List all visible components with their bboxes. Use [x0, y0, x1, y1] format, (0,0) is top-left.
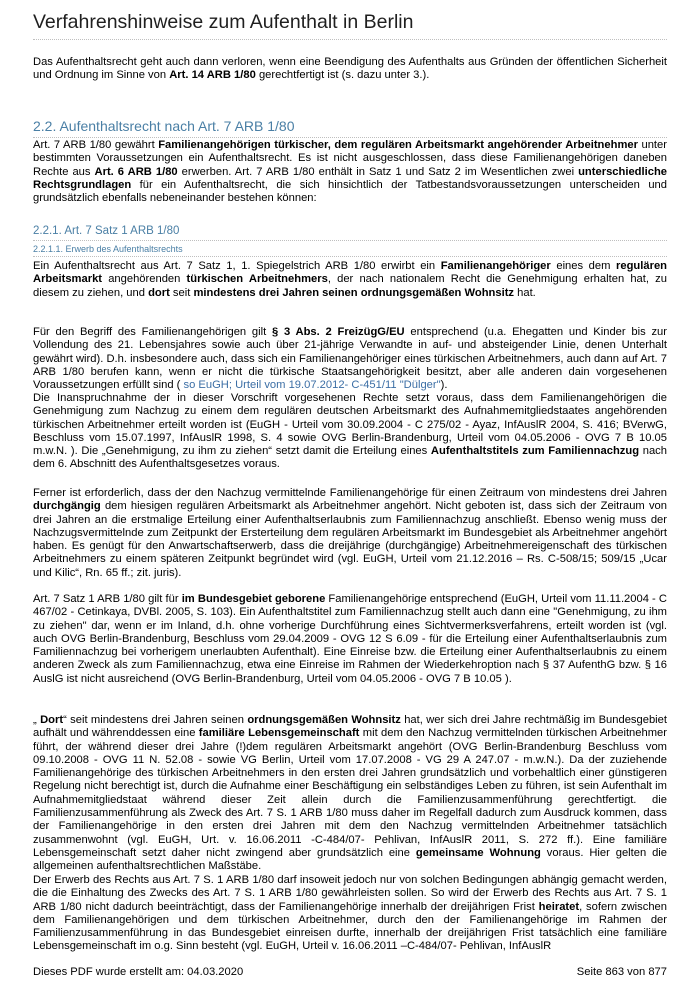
paragraph-art7-intro: [33, 139, 667, 205]
paragraph-born-in-germany: [33, 593, 667, 686]
paragraph-acquisition-conditions: [33, 874, 667, 954]
text: , sofern zwischen dem Familienangehörigen und dem türkischen Arbeitnehmer, durch den der Familienangehörige im Rahmen der Familienzusammenführung in das Bundesgebiet einreisen durfte, innerhalb der dreijährigen Frist tatsächlich eine familiäre Lebensgemeinschaft im o.g. Sinn besteht (vgl. EuGH, Urteil v. 16.06.2011 –C-484/07- Pehlivan, InfAuslR: [33, 900, 667, 953]
text: gerechtfertigt ist (s. dazu unter 3.).: [255, 69, 430, 82]
paragraph-permit-requirement: [33, 392, 667, 472]
text: nach dem 6. Abschnitt des Aufenthaltsgesetzes voraus.: [33, 445, 667, 471]
bold-text: Art. 6 ARB 1/80: [94, 165, 178, 178]
bold-text: dort: [148, 286, 170, 299]
text: unter bestimmten Voraussetzungen ein Aufenthaltsrecht. Es ist nicht ausgeschlossen, dass diese Familienangehörigen daneben Rechte aus: [33, 139, 667, 178]
text: angehörenden: [102, 273, 187, 286]
text: hat.: [514, 286, 536, 299]
text: dem hiesigen regulären Arbeitsmarkt als Arbeitnehmer angehört. Nicht geboten ist, dass sich der Zeitraum von drei Jahren an die erstmalige Erteilung einer Aufenthaltserlaubnis zum Familiennachzug anschließt. Ebenso wenig muss der Nachzugsvermittelnde zum Zeitpunkt der Ersterteilung dem regulären Arbeitsmarkt im Bundesgebiet als Arbeitnehmer angehört haben. Es genügt für den Anwartschaftserwerb, dass die dreijährige (durchgängige) Arbeitnehmereigenschaft des türkischen Arbeitnehmers zu einem späteren Zeitpunkt begründet wird (vgl. EuGH, Urteil vom 21.12.2016 – Rs. C-508/15; 509/15 „Ucar und Kilic“, Rn. 65 ff.; zit. juris).: [33, 500, 667, 579]
text: “ seit mindestens drei Jahren seinen: [63, 714, 248, 726]
text: , der nach nationalem Recht die Genehmigung erhalten hat, zu diesem zu ziehen, und: [33, 273, 667, 299]
text: hat, wer sich drei Jahre rechtmäßig im Bundesgebiet aufhält und währenddessen eine: [33, 714, 667, 740]
text: Der Erwerb des Rechts aus Art. 7 S. 1 ARB 1/80 darf insoweit jedoch nur von solchen Bedingungen abhängig gemacht werden, die die Einhaltung des Zwecks des Art. 7 S. 1 ARB 1/80 gewährleisten sollen. So wird der Erwerb des Rechts aus Art. 7 S. 1 ARB 1/80 nicht dadurch beeinträchtigt, dass der Familienangehörige innerhalb der dreijährigen Frist: [33, 874, 667, 913]
text: Art. 7 ARB 1/80 gewährt: [33, 139, 159, 151]
bold-text: regulären Arbeitsmarkt: [33, 260, 667, 286]
text: voraus. Hier gelten die allgemeinen aufenthaltsrechtlichen Maßstäbe.: [33, 846, 668, 873]
bold-text: unterschiedliche Rechtsgrundlagen: [33, 165, 667, 191]
bold-text: Familienangehöriger: [440, 260, 551, 272]
paragraph-three-years-employment: [33, 487, 667, 580]
paragraph-loss-of-residence: [33, 56, 667, 83]
paragraph-acquisition: [33, 260, 667, 300]
bold-text: § 3 Abs. 2 FreizügG/EU: [271, 326, 405, 338]
text: Familienangehörige entsprechend (EuGH, Urteil vom 11.11.2004 - C 467/02 - Cetinkaya, DVBl. 2005, S. 103). Ein Aufenthaltstitel zum Familiennachzug stellt auch dann eine "Genehmigung, zu ihm zu ziehen" dar, wenn er im Inland, d.h. ohne vorherige Durchführung eines Sichtvermerksverfahrens, erteilt worden ist (vgl. auch OVG Berlin-Brandenburg, Beschluss vom 29.04.2009 - OVG 12 S 6.09 - für die Erteilung einer Aufenthaltserlaubnis zum Familiennachzug bei vorherigem unerlaubten Aufenthalt). Eine Einreise bzw. die Erteilung einer Aufenthaltserlaubnis zu einem anderen Zweck als zum Familiennachzug, etwa eine Einreise im Rahmen der Wiederkehroption nach § 37 AufenthG bzw. § 16 AuslG ist nicht ausreichend (OVG Berlin-Brandenburg, Urteil vom 04.05.2006 - OVG 7 B 10.05 ).: [33, 593, 667, 685]
paragraph-residence-there: [33, 714, 667, 874]
bold-text: Art. 14 ARB 1/80: [169, 69, 256, 82]
section-heading-2-2-1-1: 2.2.1.1. Erwerb des Aufenthaltsrechts: [33, 244, 667, 257]
bold-text: mindestens drei Jahren seinen ordnungsgemäßen Wohnsitz: [193, 286, 515, 299]
bold-text: heiratet: [538, 900, 580, 913]
text: entsprechend (u.a. Ehegatten und Kinder bis zur Vollendung des 21. Lebensjahres sowie auch über 21-jährige Verwandte in auf- und absteigender Linie, denen Unterhalt gewährt wird). D.h. insbesondere auch, dass sich ein Familienangehöriger eines türkischen Arbeitnehmers, auch dann auf Art. 7 ARB 1/80 berufen kann, wenn er nicht die türkische Staatsangehörigkeit besitzt, aber alle anderen dain vorgesehenen Voraussetzungen erfüllt sind (: [33, 326, 667, 392]
bold-text: durchgängig: [33, 500, 101, 513]
text: Die Inanspruchnahme der in dieser Vorschrift vorgesehenen Rechte setzt voraus, dass dem Familienangehörigen die Genehmigung zum Nachzug zu einem dem regulären deutschen Arbeitsmarkt des Aufnahmemitgliedstaates angehörenden türkischen Arbeitnehmer erteilt worden ist (EuGH - Urteil vom 30.09.2004 - C 275/02 - Ayaz, InfAuslR 2004, S. 416; BVerwG, Beschluss vom 15.07.1997, InfAuslR 1998, S. 4 sowie OVG Berlin-Brandenburg, Urteil vom 04.05.2006 - OVG 7 B 10.05 m.w.N. ). Die „Genehmigung, zu ihm zu ziehen“ setzt damit die Erteilung eines: [33, 392, 667, 458]
bold-text: Familienangehörigen türkischer, dem regulären Arbeitsmarkt angehörender Arbeitnehmer: [158, 139, 638, 151]
bold-text: familiäre Lebensgemeinschaft: [198, 727, 360, 740]
bold-text: Aufenthaltstitels zum Familiennachzug: [430, 445, 640, 458]
bold-text: türkischen Arbeitnehmers: [186, 273, 328, 286]
ruling-link[interactable]: so EuGH; Urteil vom 19.07.2012- C-451/11 "Dülger": [183, 379, 441, 392]
text: Art. 7 Satz 1 ARB 1/80 gilt für: [33, 593, 182, 605]
bold-text: ordnungsgemäßen Wohnsitz: [247, 714, 401, 726]
text: Für den Begriff des Familienangehörigen gilt: [33, 326, 272, 338]
text: Ein Aufenthaltsrecht aus Art. 7 Satz 1, 1. Spiegelstrich ARB 1/80 erwirbt ein: [33, 260, 441, 272]
paragraph-family-member-definition: [33, 326, 667, 392]
section-heading-2-2: 2.2. Aufenthaltsrecht nach Art. 7 ARB 1/80: [33, 118, 667, 138]
text: Ferner ist erforderlich, dass der den Nachzug vermittelnde Familienangehörige für einen Zeitraum von mindestens drei Jahren: [33, 487, 667, 499]
footer-page-number: Seite 863 von 877: [576, 966, 667, 978]
text: erwerben. Art. 7 ARB 1/80 enthält in Satz 1 und Satz 2 im Wesentlichen zwei: [177, 165, 579, 178]
text: ).: [440, 379, 448, 392]
text: eines dem: [550, 260, 617, 272]
bold-text: gemeinsame Wohnung: [415, 846, 541, 859]
text: Das Aufenthaltsrecht geht auch dann verloren, wenn eine Beendigung des Aufenthalts aus Gründen der öffentlichen Sicherheit und Ordnung im Sinne von: [33, 56, 667, 82]
page-title: Verfahrenshinweise zum Aufenthalt in Berlin: [33, 10, 667, 40]
text: für ein Aufenthaltsrecht, die sich hinsichtlich der Tatbestandsvoraussetzungen unterscheiden und grundsätzlich ebenfalls nebeneinander bestehen können:: [33, 178, 667, 205]
text: „: [33, 714, 41, 726]
text: mit dem den Nachzug vermittelnden türkischen Arbeitnehmer führt, der während dieser drei Jahre (!)dem regulären Arbeitsmarkt angehört (OVG Berlin-Brandenburg Beschluss vom 09.10.2008 - OVG 11 N. 52.08 - sowie VG Berlin, Urteil vom 17.07.2008 - VG 29 A 247.07 - m.w.N.). Da der zuziehende Familienangehörige des türkischen Arbeitnehmers in den ersten drei Jahren grundsätzlich und vorbehaltlich einer günstigeren Regelung nicht berechtigt ist, durch die Aufnahme einer Beschäftigung ein selbständiges Leben zu führen, ist sein Aufenthalt im Aufnahmemitgliedstaat während dieser Zeit allein durch die Familienzusammenführung gerechtfertigt. die Familienzusammenführung als Zweck des Art. 7 S. 1 ARB 1/80 muss daher im Regelfall dadurch zum Ausdruck kommen, dass der Familienangehörige in den ersten drei Jahren mit dem den Nachzug vermittelnden Arbeitnehmer tatsächlich zusammenwohnt (vgl. EuGH, Urt. v. 16.06.2011 -C-484/07- Pehlivan, InfAuslR 2011, S. 272 ff.). Eine familiäre Lebensgemeinschaft setzt daher nicht zwingend aber grundsätzlich eine: [33, 727, 667, 859]
section-heading-2-2-1: 2.2.1. Art. 7 Satz 1 ARB 1/80: [33, 224, 667, 241]
bold-text: im Bundesgebiet geborene: [181, 593, 326, 605]
text: seit: [169, 286, 194, 299]
bold-text: Dort: [40, 714, 64, 726]
footer-created-date: Dieses PDF wurde erstellt am: 04.03.2020: [33, 966, 244, 978]
